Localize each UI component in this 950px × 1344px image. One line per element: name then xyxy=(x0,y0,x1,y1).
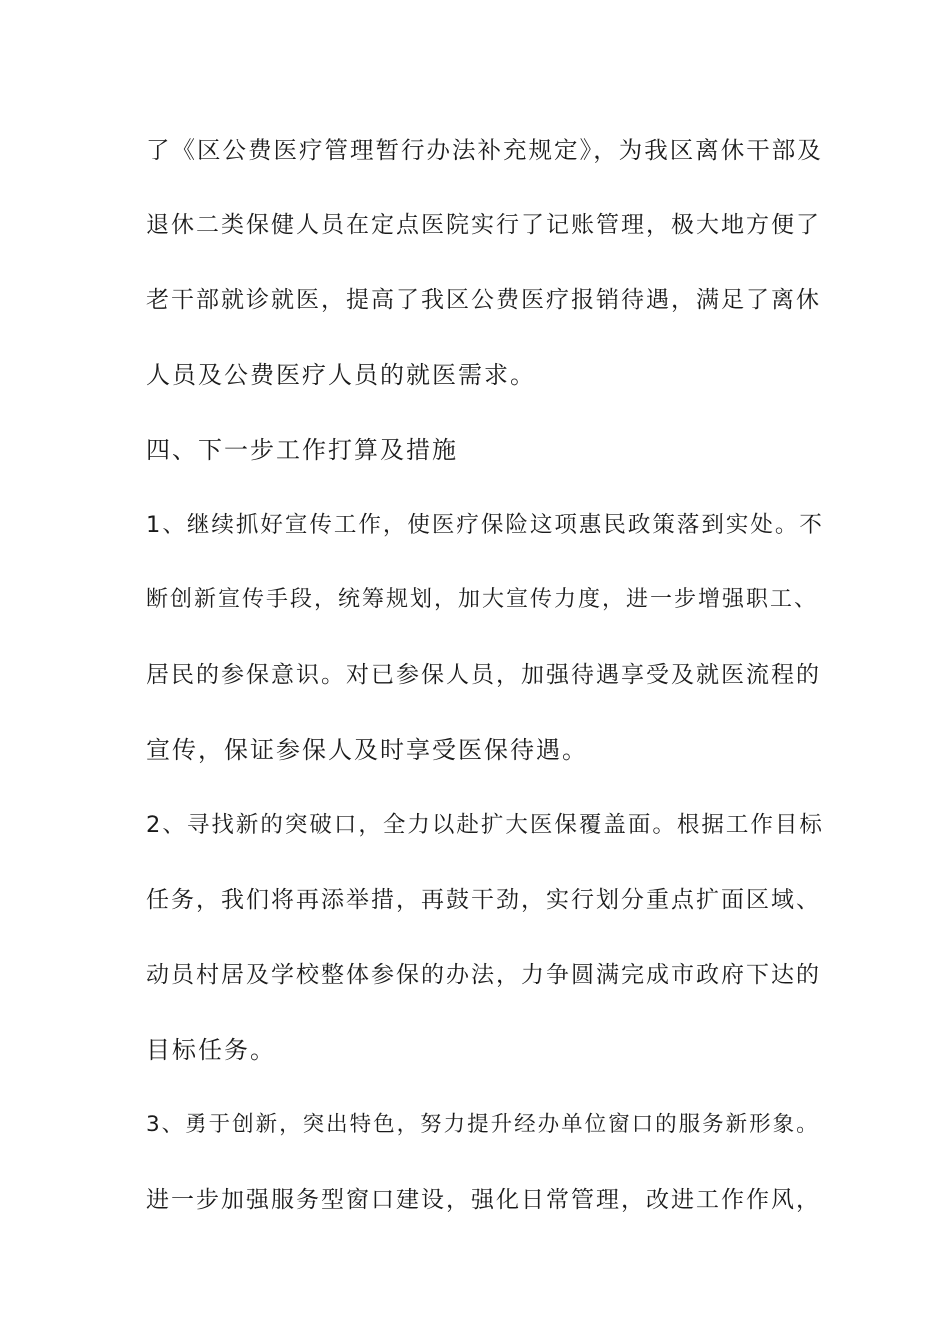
text-line: 3、勇于创新，突出特色，努力提升经办单位窗口的服务新形象。 xyxy=(146,1112,820,1137)
text-line: 动员村居及学校整体参保的办法，力争圆满完成市政府下达的 xyxy=(146,962,821,988)
text-line: 目标任务。 xyxy=(146,1036,276,1064)
text-line: 老干部就诊就医，提高了我区公费医疗报销待遇，满足了离休 xyxy=(146,287,821,313)
section-heading: 四、下一步工作打算及措施 xyxy=(146,436,458,464)
text-line: 任务，我们将再添举措，再鼓干劲，实行划分重点扩面区域、 xyxy=(146,887,821,913)
text-line: 2、寻找新的突破口，全力以赴扩大医保覆盖面。根据工作目标 xyxy=(146,812,824,838)
text-line: 断创新宣传手段，统筹规划，加大宣传力度，进一步增强职工、 xyxy=(146,587,819,612)
text-line: 居民的参保意识。对已参保人员，加强待遇享受及就医流程的 xyxy=(146,662,821,688)
text-line: 退休二类保健人员在定点医院实行了记账管理，极大地方便了 xyxy=(146,212,821,238)
text-line: 1、继续抓好宣传工作，使医疗保险这项惠民政策落到实处。不 xyxy=(146,512,824,538)
text-line: 人员及公费医疗人员的就医需求。 xyxy=(146,361,536,389)
text-line: 了《区公费医疗管理暂行办法补充规定》，为我区离休干部及 xyxy=(146,136,823,164)
text-line: 宣传，保证参保人及时享受医保待遇。 xyxy=(146,736,588,764)
text-line: 进一步加强服务型窗口建设，强化日常管理，改进工作作风， xyxy=(146,1187,821,1213)
